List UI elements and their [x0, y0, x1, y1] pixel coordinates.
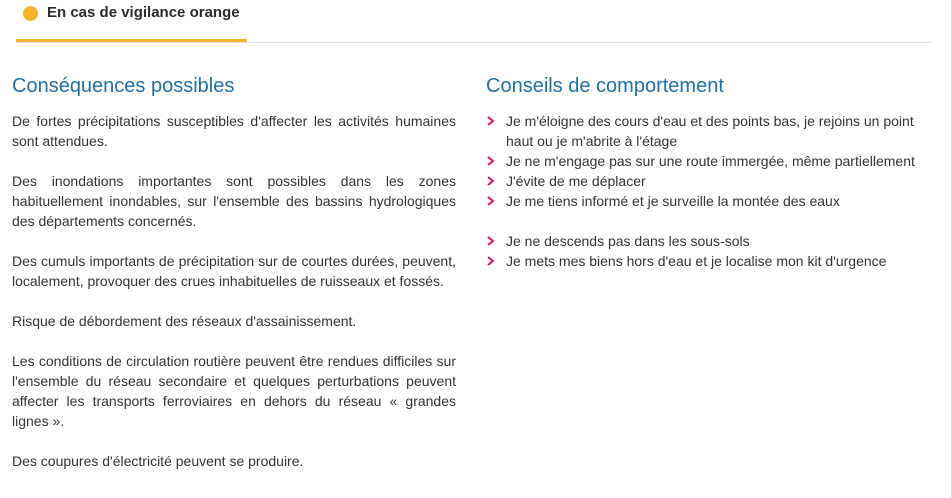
chevron-right-icon [486, 174, 496, 188]
chevron-right-icon [486, 234, 496, 248]
chevron-right-icon [486, 194, 496, 208]
advice-item [486, 191, 938, 211]
advice-item [486, 231, 938, 251]
advice-title: Conseils de comportement [486, 75, 724, 97]
consequences-section [12, 73, 456, 491]
chevron-right-icon [486, 114, 496, 128]
consequence-paragraph: De fortes précipitations susceptibles d'affecter les activités humaines sont attendues. [12, 113, 456, 149]
advice-item [486, 251, 938, 271]
consequence-paragraph: Risque de débordement des réseaux d'assainissement. [12, 313, 357, 329]
chevron-right-icon [486, 154, 496, 168]
advice-item-text: Je m'éloigne des cours d'eau et des points bas, je rejoins un point haut ou je m'abrite à l'étage [506, 113, 914, 149]
tab-divider [16, 42, 932, 43]
consequence-paragraph: Des cumuls importants de précipitation sur de courtes durées, peuvent, localement, provoquer des crues inhabituelles de ruisseaux et fossés. [12, 253, 456, 289]
consequences-title: Conséquences possibles [12, 75, 235, 97]
advice-item [486, 171, 938, 191]
advice-section [486, 73, 938, 271]
orange-dot-icon [23, 6, 38, 21]
advice-item-text: Je ne m'engage pas sur une route immergée, même partiellement [506, 153, 915, 169]
consequence-paragraph: Des coupures d'électricité peuvent se produire. [12, 453, 304, 469]
tab-vigilance-orange[interactable] [16, 0, 247, 42]
advice-item-text: J'évite de me déplacer [506, 173, 646, 189]
advice-item [486, 151, 938, 171]
consequences-text [12, 111, 456, 471]
consequence-paragraph: Les conditions de circulation routière peuvent être rendues difficiles sur l'ensemble du réseau secondaire et quelques perturbations peuvent affecter les transports ferroviaires en dehors du réseau « grandes lignes ». [12, 353, 456, 429]
advice-list [486, 111, 938, 271]
advice-item-text: Je ne descends pas dans les sous-sols [506, 233, 750, 249]
advice-item-text: Je me tiens informé et je surveille la montée des eaux [506, 193, 840, 209]
chevron-right-icon [486, 254, 496, 268]
consequence-paragraph: Des inondations importantes sont possibles dans les zones habituellement inondables, sur l'ensemble des bassins hydrologiques des départements concernés. [12, 173, 456, 229]
advice-item-text: Je mets mes biens hors d'eau et je localise mon kit d'urgence [506, 253, 887, 269]
advice-item [486, 111, 938, 151]
tab-label: En cas de vigilance orange [47, 4, 240, 21]
